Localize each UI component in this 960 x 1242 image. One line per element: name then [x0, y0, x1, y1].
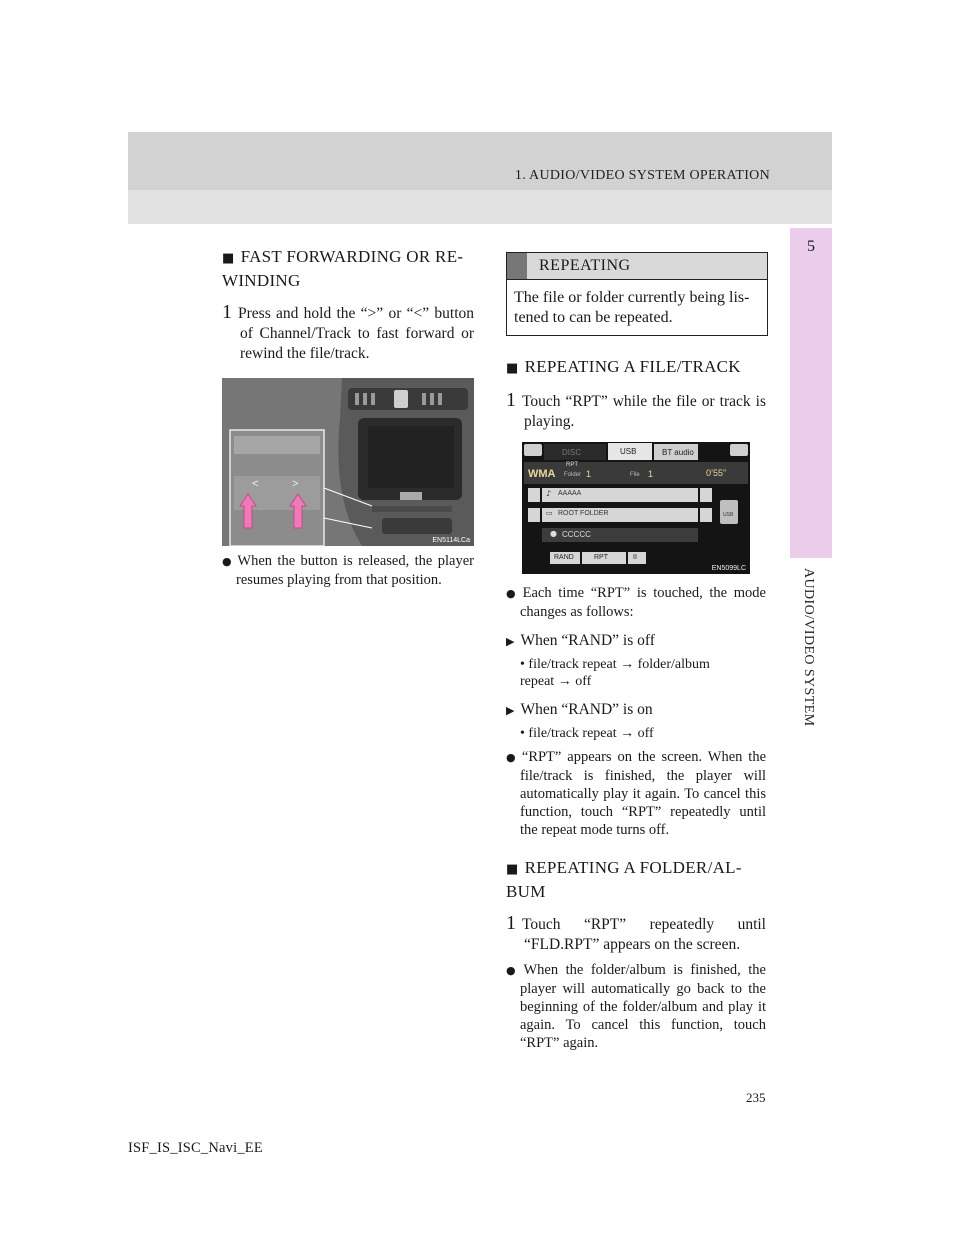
tab-usb: USB — [620, 447, 637, 456]
figure-code: EN5099LC — [711, 565, 746, 572]
pause-button: II — [633, 554, 637, 561]
page-number: 235 — [746, 1090, 766, 1105]
round-bullet-icon: ● — [506, 751, 518, 764]
repeating-section-box — [506, 252, 768, 336]
round-bullet-icon: ● — [506, 587, 519, 600]
rand-on-heading: ▶ When “RAND” is on — [506, 701, 653, 718]
artist-icon: ● — [550, 529, 557, 538]
release-note: ● When the button is released, the player resumes playing from that position. — [222, 553, 474, 588]
folder-finished-note: ● When the folder/album is finished, the player will automatically go back to the beginning of the folder/album and play it again. To cancel this function, touch “RPT” again. — [506, 962, 766, 1051]
square-bullet-icon: ■ — [506, 361, 519, 376]
triangle-right-icon: ▶ — [506, 635, 515, 648]
folder-icon: ▭ — [546, 509, 553, 517]
mode-change-note: ● Each time “RPT” is touched, the mode changes as follows: — [506, 585, 766, 620]
folder-label: Folder — [564, 472, 582, 478]
tab-disc: DISC — [562, 448, 582, 457]
step-1-fld-rpt: 1 Touch “RPT” repeatedly until “FLD.RPT” appears on the screen. — [506, 912, 766, 953]
figure-code: EN5114LCa — [432, 537, 470, 544]
step-1: 1 Press and hold the “>” or “<” button of Channel/Track to fast forward or rewind the file/track. — [222, 301, 474, 362]
rand-off-line: • file/track repeat → folder/album — [520, 657, 710, 672]
step-number: 1 — [222, 301, 232, 323]
section-title: REPEATING — [507, 253, 767, 279]
right-column — [506, 252, 766, 1052]
left-column — [222, 246, 474, 589]
round-bullet-icon: ● — [506, 964, 520, 977]
rand-on-line: • file/track repeat → off — [520, 726, 654, 741]
artist-row-label: CCCCC — [562, 530, 591, 539]
rand-button: RAND — [554, 554, 574, 561]
rand-off-heading: ▶ When “RAND” is off — [506, 632, 655, 649]
usb-device-icon: USB — [723, 512, 734, 518]
music-note-icon: ♪ — [546, 489, 552, 498]
audio-screen-figure — [522, 442, 750, 574]
rand-off-line-cont: repeat → off — [520, 674, 592, 689]
tab-bt-audio: BT audio — [662, 448, 694, 457]
format-label: WMA — [528, 468, 556, 480]
document-id: ISF_IS_ISC_Navi_EE — [128, 1140, 263, 1156]
section-description: The file or folder currently being lis-tened to can be repeated. — [507, 279, 767, 335]
track-row-label: AAAAA — [558, 490, 582, 497]
folder-value: 1 — [586, 469, 592, 479]
file-label: File — [630, 472, 640, 478]
file-value: 1 — [648, 469, 654, 479]
rpt-button: RPT — [594, 554, 608, 561]
round-bullet-icon: ● — [222, 555, 234, 568]
chapter-number: 5 — [807, 238, 815, 255]
section-marker — [507, 253, 527, 279]
square-bullet-icon: ■ — [506, 862, 519, 877]
fast-forward-heading: ■ FAST FORWARDING OR RE-WINDING — [222, 247, 464, 290]
chapter-title: 1. AUDIO/VIDEO SYSTEM OPERATION — [514, 168, 770, 183]
header-subband — [128, 190, 832, 224]
rpt-indicator: RPT — [566, 462, 578, 468]
triangle-right-icon: ▶ — [506, 704, 515, 717]
chapter-tab-label: AUDIO/VIDEO SYSTEM — [801, 568, 816, 727]
repeat-file-heading: ■ REPEATING A FILE/TRACK — [506, 357, 741, 376]
folder-row-label: ROOT FOLDER — [558, 510, 609, 517]
rewind-button: < — [252, 478, 259, 490]
rpt-appears-note: ● “RPT” appears on the screen. When the file/track is finished, the player will automatically play it again. To cancel this function, touch “RPT” repeatedly until the repeat mode turns off. — [506, 749, 767, 838]
fast-forward-button: > — [292, 478, 299, 490]
dashboard-figure — [222, 378, 474, 546]
chapter-tab — [790, 228, 832, 558]
step-1-rpt: 1 Touch “RPT” while the file or track is playing. — [506, 389, 766, 430]
step-number: 1 — [506, 912, 516, 934]
time-display: 0’55” — [706, 468, 727, 478]
repeat-folder-heading: ■ REPEATING A FOLDER/AL-BUM — [506, 858, 742, 901]
square-bullet-icon: ■ — [222, 251, 235, 266]
step-number: 1 — [506, 389, 516, 411]
